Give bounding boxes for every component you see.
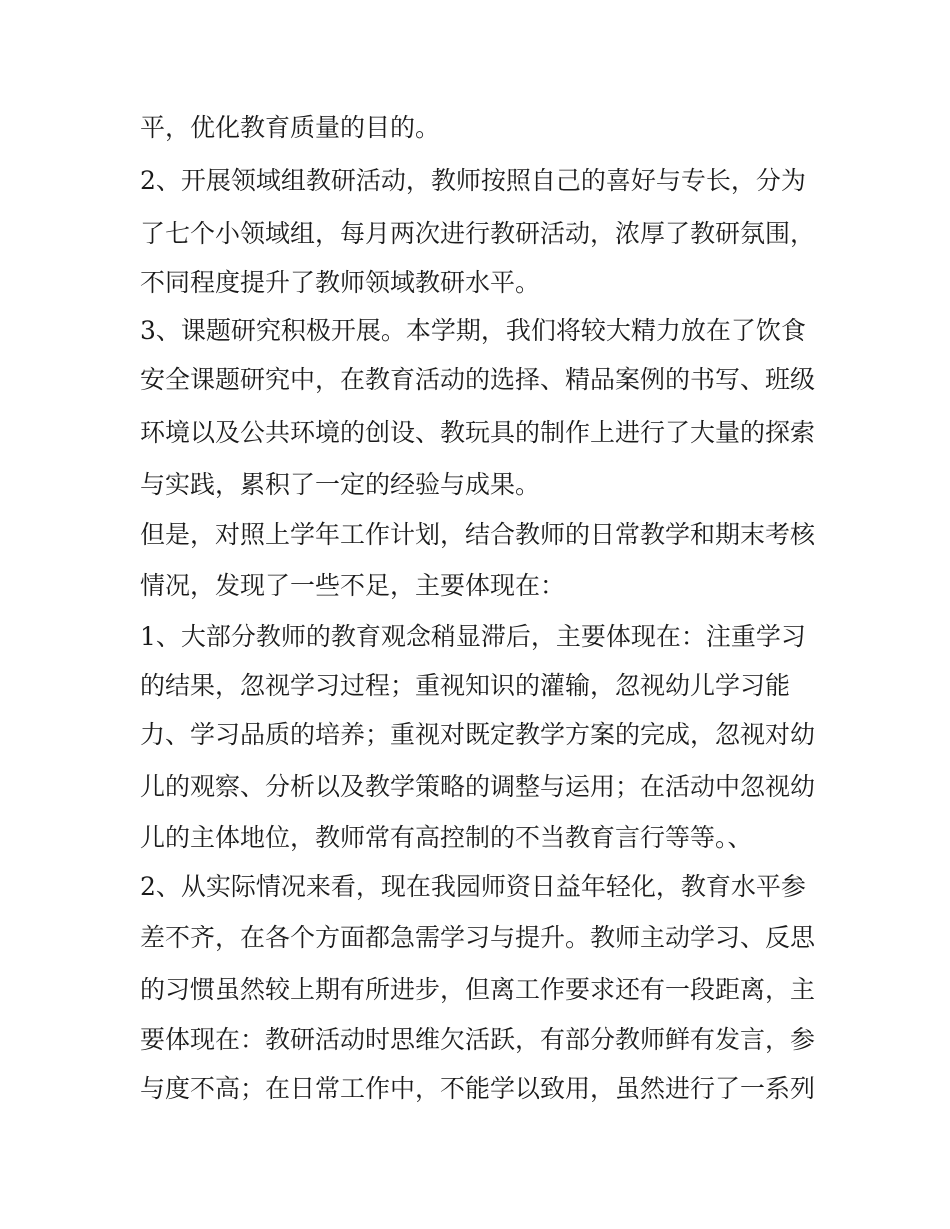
text-line: 差不齐，在各个方面都急需学习与提升。教师主动学习、反思 (140, 923, 816, 952)
text-line: 与实践，累积了一定的经验与成果。 (140, 470, 541, 499)
text-line: 但是，对照上学年工作计划，结合教师的日常教学和期末考核 (140, 520, 816, 549)
text-line: 与度不高；在日常工作中，不能学以致用，虽然进行了一系列 (140, 1074, 816, 1103)
text-line: 不同程度提升了教师领域教研水平。 (140, 268, 541, 297)
text-line: 平，优化教育质量的目的。 (140, 113, 441, 142)
text-line: 的结果，忽视学习过程；重视知识的灌输，忽视幼儿学习能 (140, 671, 791, 700)
text-line: 力、学习品质的培养；重视对既定教学方案的完成，忽视对幼 (140, 720, 816, 749)
text-line: 2、开展领域组教研活动，教师按照自己的喜好与专长，分为 (140, 166, 806, 195)
text-line: 环境以及公共环境的创设、教玩具的制作上进行了大量的探索 (140, 418, 816, 447)
text-line: 儿的主体地位，教师常有高控制的不当教育言行等等。、 (140, 823, 753, 852)
text-line: 1、大部分教师的教育观念稍显滞后，主要体现在：注重学习 (140, 622, 806, 651)
text-line: 儿的观察、分析以及教学策略的调整与运用；在活动中忽视幼 (140, 772, 816, 801)
text-line: 要体现在：教研活动时思维欠活跃，有部分教师鲜有发言，参 (140, 1025, 816, 1054)
text-line: 安全课题研究中，在教育活动的选择、精品案例的书写、班级 (140, 365, 816, 394)
text-line: 的习惯虽然较上期有所进步，但离工作要求还有一段距离，主 (140, 975, 816, 1004)
text-line: 情况，发现了一些不足，主要体现在： (140, 571, 566, 600)
text-line: 了七个小领域组，每月两次进行教研活动，浓厚了教研氛围， (140, 219, 816, 248)
text-line: 3、课题研究积极开展。本学期，我们将较大精力放在了饮食 (140, 316, 806, 345)
text-line: 2、从实际情况来看，现在我园师资日益年轻化，教育水平参 (140, 872, 806, 901)
